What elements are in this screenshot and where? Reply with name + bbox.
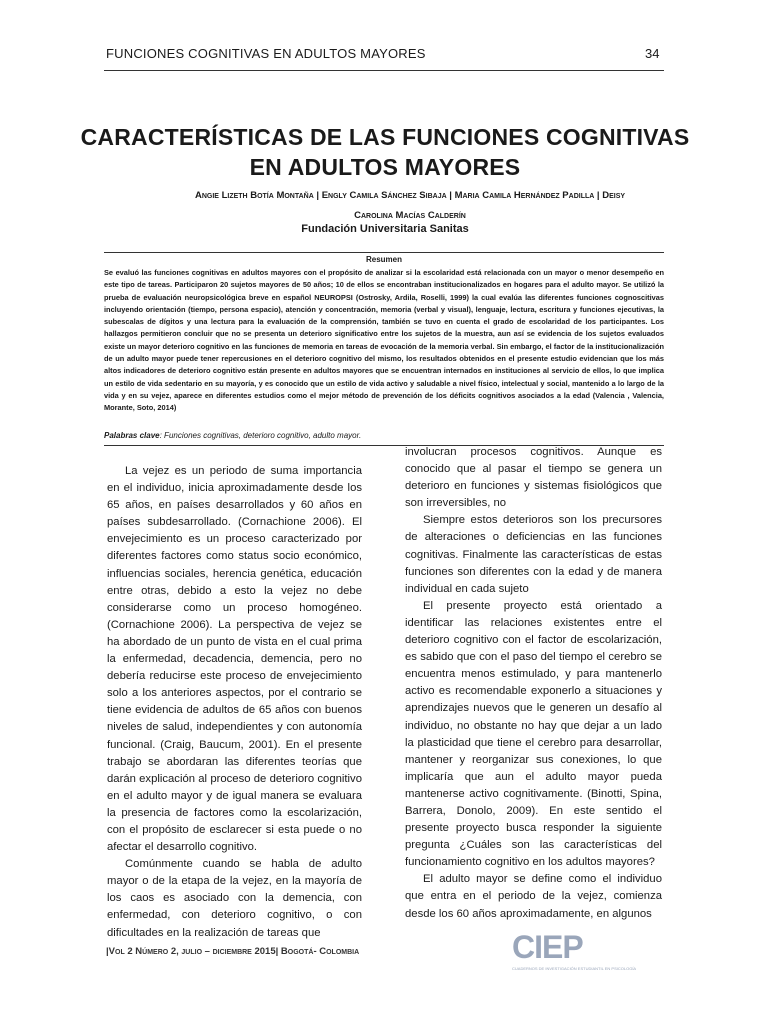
body-column-right [405,444,662,923]
paragraph: involucran procesos cognitivos. Aunque es conocido que al pasar el tiempo se genera un deterioro en funciones y sistemas fisiológicos que son irreversibles, no [405,446,662,510]
paragraph: La vejez es un periodo de suma importancia en el individuo, inicia aproximadamente desde los 65 años, en países desarrollados y 60 años en países subdesarrollado. (Cornachione 2006). El envejecimiento es un proceso caracterizado por diferentes factores como status socio económico, influencias sociales, herencia genética, educación entre otras, debido a esto la vejez no debe considerarse como un proceso homogéneo. (Cornachione 2006). La perspectiva de vejez se ha abordado de un punto de vista en el cual prima la enfermedad, decadencia, demencia, pero no debería reducirse este proceso de envejecimiento solo a los anteriores aspectos, por el contrario se tiene evidencia de adultos de 65 años con buenos niveles de salud, independientes y con autonomía funcional. (Craig, Baucum, 2001). En el presente trabajo se abordaran las diferentes teorías que darán explicación al proceso de deterioro cognitivo en el adulto mayor y de igual manera se evaluara la presencia de factores como la escolarización, con el propósito de esclarecer si esta puede o no afectar el desarrollo cognitivo. [107,465,362,854]
abstract-rule-top [104,252,664,253]
paragraph: El presente proyecto está orientado a identificar las relaciones existentes entre el deterioro cognitivo con el factor de escolarización, es sabido que con el paso del tiempo el cerebro se encuentra menos estimulado, y para mantenerlo activo es recomendable exponerlo a situaciones y aprendizajes nuevos que le generen un desafío al individuo, no obstante no hay que dejar a un lado la plasticidad que tiene el cerebro para desarrollar, mantener y reorganizar sus conexiones, lo que implicaría que aun el adulto mayor pueda mantenerse activo cognitivamente. (Binotti, Spina, Barrera, Donolo, 2009). En este sentido el presente proyecto busca responder la siguiente pregunta ¿Cuáles son las características del funcionamiento cognitivo en los adultos mayores? [405,599,662,869]
ciep-logo [512,929,637,972]
footer-issue: |Vol 2 Número 2, julio – diciembre 2015| Bogotá- Colombia [106,946,360,957]
paragraph: Siempre estos deterioros son los precursores de alteraciones o deficiencias en las funciones cognitivas. Finalmente las características de estas funciones son diferentes con la edad y de manera individual en cada sujeto [405,514,662,595]
logo-subtitle: CUADERNOS DE INVESTIGACIÓN ESTUDIANTIL EN PSICOLOGÍA [512,966,637,971]
logo-text: CIEP [512,929,583,965]
institution: Fundación Universitaria Sanitas [301,223,469,235]
body-column-left [107,463,362,942]
article-title [80,122,690,182]
page-number: 34 [645,46,660,61]
authors-line-2: Carolina Macías Calderín [354,210,466,221]
running-head: FUNCIONES COGNITIVAS EN ADULTOS MAYORES [106,46,426,61]
keywords-label: Palabras clave [104,431,160,440]
header-rule [104,70,664,71]
title-line-1: CARACTERÍSTICAS DE LAS FUNCIONES COGNITIVAS [80,124,690,150]
authors [150,186,670,226]
title-line-2: EN ADULTOS MAYORES [249,154,521,180]
authors-line-1: Angie Lizeth Botía Montaña | Engly Camila Sánchez Sibaja | Maria Camila Hernández Padilla | Deisy [194,190,626,201]
abstract-heading: Resumen [365,255,402,264]
paragraph: Comúnmente cuando se habla de adulto mayor o de la etapa de la vejez, en la mayoría de los caos es asociado con la demencia, con enfermedad, con deterioro cognitivo, o con dificultades en la realización de tareas que [107,858,362,939]
paragraph: El adulto mayor se define como el individuo que entra en el periodo de la vejez, comienza desde los 60 años aproximadamente, en algunos [405,873,662,920]
keywords-text: : Funciones cognitivas, deterioro cognitivo, adulto mayor. [159,431,362,440]
abstract-text: Se evaluó las funciones cognitivas en adultos mayores con el propósito de analizar si la escolaridad está relacionada con un mayor o menor desempeño en este tipo de tareas. Participaron 20 sujetos mayores de 50 años; 10 de ellos se encontraban institucionalizados en hogares para el adulto mayor. Se utilizó la prueba de evaluación neuropsicológica breve en español NEUROPSI (Ostrosky, Ardila, Roselli, 1999) la cual evalúa las diferentes funciones cognoscitivas incluyendo orientación (tiempo, persona espacio), atención y concentración, memoria (verbal y visual), lenguaje, lectura, escritura y funciones ejecutivas, la subescalas de dígitos y una lectura para la evaluación de la comprensión, también se tuvo en cuenta el grado de escolaridad de los participantes. Los hallazgos permitieron concluir que no se presenta un deterioro significativo entre los sujetos de la muestra, aun así se evidencia de los sujetos evaluados existe un mayor deterioro cognitivo en las funciones de memoria en tareas de evocación de la memoria verbal. Sin embargo, el factor de la institucionalización de un adulto mayor puede tener repercusiones en el deterioro cognitivo del mismo, los resultados obtenidos en el presente estudio evidencian que los más altos indicadores de deterioro cognitivo están presente en adultos mayores que se encuentran internados en instituciones al servicio de ellos, lo que implica un estilo de vida sedentario en su mayoría, y es conocido que un estilo de vida activo y saludable a nivel físico, intelectual y social, mantenido a lo largo de la vida y en su vejez, aparece en diferentes estudios como el mejor método de prevención de los déficits cognitivos asociados a la edad (Valencia , Valencia, Morante, Soto, 2014) [104,268,664,413]
keywords [104,431,664,440]
